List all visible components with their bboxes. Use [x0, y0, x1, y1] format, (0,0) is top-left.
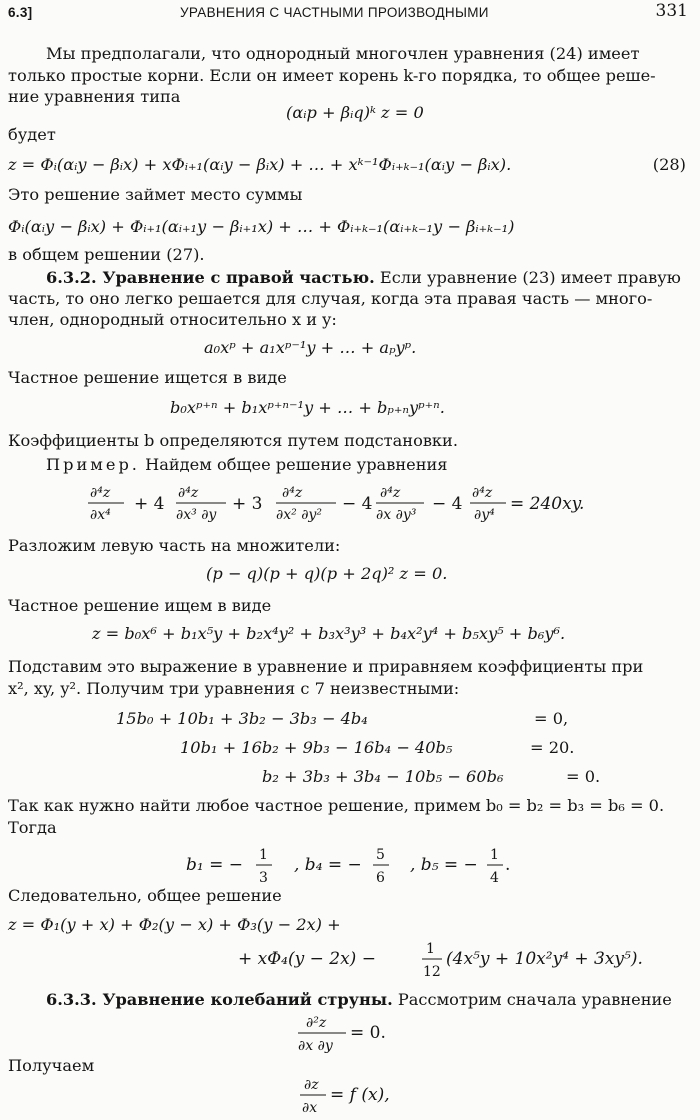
fraction-denominator: 12 [423, 964, 441, 980]
fraction-numerator: ∂⁴z [90, 485, 111, 501]
text-line: Тогда [8, 818, 57, 837]
text-line: Подставим это выражение в уравнение и приравняем коэффициенты при [8, 657, 644, 676]
formula: z = Φ₁(y + x) + Φ₂(y − x) + Φ₃(y − 2x) + [8, 915, 341, 934]
formula-fragment: . [505, 855, 511, 875]
fraction-denominator: ∂x ∂y [298, 1038, 333, 1054]
fraction-numerator: 1 [259, 847, 268, 863]
fraction-denominator: 3 [259, 870, 268, 886]
fraction-denominator: ∂x² ∂y² [276, 507, 322, 523]
formula-coefficient: − 4 [432, 494, 463, 514]
formula-fragment: b₁ = − [186, 855, 243, 875]
text-line: Получаем [8, 1056, 95, 1075]
first-integral-equation [0, 1072, 700, 1120]
example-line [46, 457, 447, 473]
fraction-numerator: ∂²z [306, 1015, 327, 1031]
system-equation-1: 15b₀ + 10b₁ + 3b₂ − 3b₃ − 4b₄ [116, 709, 368, 728]
text-line: Так как нужно найти любое частное решение, примем b₀ = b₂ = b₃ = b₆ = 0. [8, 796, 665, 815]
formula-coefficient: + 3 [232, 494, 263, 514]
fraction-denominator: ∂x⁴ [90, 507, 111, 523]
fraction-numerator: ∂⁴z [178, 485, 199, 501]
formula: z = b₀x⁶ + b₁x⁵y + b₂x⁴y² + b₃x³y³ + b₄x²y⁴ + b₅xy⁵ + b₆y⁶. [92, 624, 566, 643]
section-number: 6.3] [8, 5, 33, 20]
fraction-denominator: 6 [376, 870, 385, 886]
text-line: Следовательно, общее решение [8, 886, 282, 905]
system-equation-1-rhs: = 0, [534, 709, 569, 728]
fraction-numerator: ∂z [304, 1077, 319, 1093]
system-equation-2-rhs: = 20. [530, 738, 575, 757]
formula-coefficient: + 4 [134, 494, 165, 514]
system-equation-3-rhs: = 0. [566, 767, 601, 786]
fraction-numerator: ∂⁴z [282, 485, 303, 501]
text-line: член, однородный относительно x и y: [8, 310, 337, 329]
pde-formula [0, 478, 700, 528]
text-line: в общем решении (27). [8, 245, 205, 264]
formula-fragment: , b₄ = − [294, 855, 362, 875]
string-equation [0, 1010, 700, 1056]
text-line: только простые корни. Если он имеет корень k-го порядка, то общее реше- [8, 66, 656, 85]
b-values-formula [0, 840, 700, 888]
fraction-denominator: ∂y⁴ [474, 507, 495, 523]
text-line: Коэффициенты b определяются путем подстановки. [8, 431, 458, 450]
formula: b₀xᵖ⁺ⁿ + b₁xᵖ⁺ⁿ⁻¹y + … + bₚ₊ₙyᵖ⁺ⁿ. [170, 398, 445, 417]
fraction-numerator: ∂⁴z [380, 485, 401, 501]
fraction-numerator: 1 [490, 847, 499, 863]
formula: Φᵢ(αᵢy − βᵢx) + Φᵢ₊₁(αᵢ₊₁y − βᵢ₊₁x) + … + Φᵢ₊ₖ₋₁(αᵢ₊ₖ₋₁y − βᵢ₊ₖ₋₁) [8, 217, 515, 236]
section-heading-line [46, 992, 672, 1008]
text-line: Это решение займет место суммы [8, 185, 303, 204]
formula-rhs: = f (x), [330, 1085, 390, 1105]
formula: a₀xᵖ + a₁xᵖ⁻¹y + … + aₚyᵖ. [204, 338, 417, 357]
text-fragment: Рассмотрим сначала уравнение [397, 990, 672, 1009]
example-label: Пример. [46, 455, 140, 474]
equation-number: (28) [652, 155, 686, 174]
fraction-numerator: 5 [376, 847, 385, 863]
general-solution-line-2 [0, 936, 700, 982]
page-number: 331 [655, 1, 688, 21]
fraction-numerator: 1 [426, 941, 435, 957]
formula-fragment: (4x⁵y + 10x²y⁴ + 3xy⁵). [446, 949, 643, 969]
formula-rhs: = 240xy. [510, 494, 585, 514]
text-line: Мы предполагали, что однородный многочлен уравнения (24) имеет [46, 44, 640, 63]
formula-coefficient: − 4 [342, 494, 373, 514]
section-heading: 6.3.2. Уравнение с правой частью. [46, 268, 375, 287]
fraction-denominator: ∂x [302, 1100, 318, 1116]
section-heading-line [46, 270, 681, 286]
section-heading: 6.3.3. Уравнение колебаний струны. [46, 990, 393, 1009]
fraction-numerator: ∂⁴z [472, 485, 493, 501]
formula: (αᵢp + βᵢq)ᵏ z = 0 [286, 103, 424, 122]
running-title: УРАВНЕНИЯ С ЧАСТНЫМИ ПРОИЗВОДНЫМИ [180, 5, 489, 20]
text-fragment: Если уравнение (23) имеет правую [379, 268, 681, 287]
formula-rhs: = 0. [350, 1023, 386, 1043]
fraction-denominator: ∂x³ ∂y [176, 507, 217, 523]
fraction-denominator: 4 [490, 870, 499, 886]
text-line: Разложим левую часть на множители: [8, 536, 341, 555]
formula-fragment: + xΦ₄(y − 2x) − [238, 949, 376, 969]
text-line: Частное решение ищем в виде [8, 596, 272, 615]
fraction-denominator: ∂x ∂y³ [376, 507, 417, 523]
formula-fragment: , b₅ = − [410, 855, 478, 875]
system-equation-2: 10b₁ + 16b₂ + 9b₃ − 16b₄ − 40b₅ [180, 738, 453, 757]
text-line: Частное решение ищется в виде [8, 368, 287, 387]
system-equation-3: b₂ + 3b₃ + 3b₄ − 10b₅ − 60b₆ [262, 767, 504, 786]
formula: (p − q)(p + q)(p + 2q)² z = 0. [206, 564, 448, 583]
text-line: ние уравнения типа [8, 87, 181, 106]
formula: z = Φᵢ(αᵢy − βᵢx) + xΦᵢ₊₁(αᵢy − βᵢx) + … + xᵏ⁻¹Φᵢ₊ₖ₋₁(αᵢy − βᵢx). [8, 155, 512, 174]
text-line: x², xy, y². Получим три уравнения с 7 неизвестными: [8, 679, 460, 698]
text-line: будет [8, 125, 56, 144]
text-fragment: Найдем общее решение уравнения [145, 455, 448, 474]
text-line: часть, то оно легко решается для случая, когда эта правая часть — много- [8, 289, 653, 308]
